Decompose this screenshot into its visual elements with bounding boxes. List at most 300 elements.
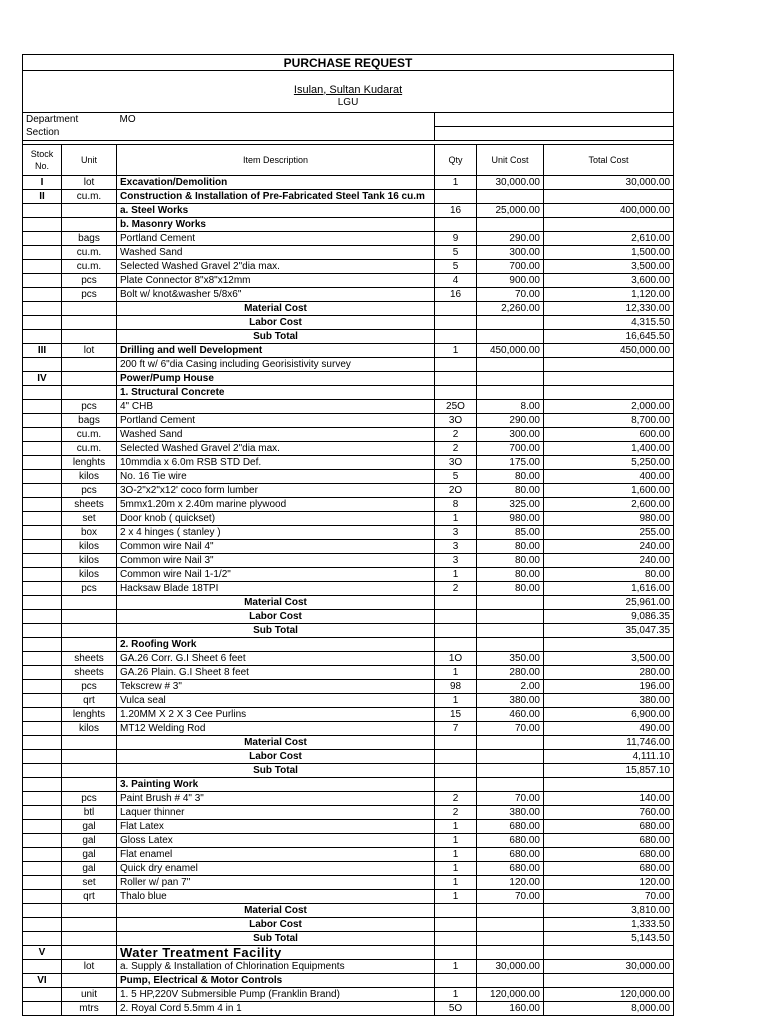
table-row (23, 232, 674, 246)
qty-cell (435, 974, 477, 988)
stock-no-cell (23, 988, 62, 1002)
table-row (23, 540, 674, 554)
unit-cell (62, 932, 117, 946)
stock-no-cell (23, 204, 62, 218)
table-row (23, 960, 674, 974)
unit-cell (62, 764, 117, 778)
unit-cell: pcs (62, 484, 117, 498)
total-cost-cell: 680.00 (544, 848, 674, 862)
total-cost-cell: 8,700.00 (544, 414, 674, 428)
unit-cost-cell: 680.00 (477, 820, 544, 834)
unit-cost-cell: 325.00 (477, 498, 544, 512)
qty-cell (435, 778, 477, 792)
qty-cell: 3 (435, 526, 477, 540)
col-unit-cost: Unit Cost (477, 145, 544, 176)
table-row (23, 638, 674, 652)
total-cost-cell: 35,047.35 (544, 624, 674, 638)
item-description-cell: Sub Total (117, 624, 435, 638)
unit-cell: box (62, 526, 117, 540)
unit-cell: pcs (62, 288, 117, 302)
unit-cell: cu.m. (62, 442, 117, 456)
table-row (23, 358, 674, 372)
item-description-cell: Flat enamel (117, 848, 435, 862)
total-cost-cell: 4,315.50 (544, 316, 674, 330)
item-description-cell: Common wire Nail 4" (117, 540, 435, 554)
total-cost-cell: 12,330.00 (544, 302, 674, 316)
item-description-cell: Drilling and well Development (117, 344, 435, 358)
item-description-cell: Door knob ( quickset) (117, 512, 435, 526)
table-row (23, 946, 674, 960)
item-description-cell: 10mmdia x 6.0m RSB STD Def. (117, 456, 435, 470)
qty-cell: 3O (435, 414, 477, 428)
unit-cost-cell: 70.00 (477, 722, 544, 736)
item-description-cell: Washed Sand (117, 428, 435, 442)
qty-cell: 5 (435, 260, 477, 274)
unit-cell: kilos (62, 470, 117, 484)
table-row (23, 344, 674, 358)
unit-cell: pcs (62, 582, 117, 596)
qty-cell: 1 (435, 834, 477, 848)
unit-cell (62, 372, 117, 386)
qty-cell: 1 (435, 568, 477, 582)
item-description-cell: 2 x 4 hinges ( stanley ) (117, 526, 435, 540)
purchase-request-table (22, 54, 674, 1016)
purchase-request-sheet (22, 54, 673, 1016)
stock-no-cell (23, 722, 62, 736)
item-description-cell: 1. 5 HP,220V Submersible Pump (Franklin Brand) (117, 988, 435, 1002)
qty-cell: 1 (435, 848, 477, 862)
unit-cost-cell: 350.00 (477, 652, 544, 666)
table-row (23, 456, 674, 470)
unit-cost-cell: 680.00 (477, 862, 544, 876)
unit-cost-cell: 680.00 (477, 848, 544, 862)
table-row (23, 722, 674, 736)
table-row (23, 918, 674, 932)
unit-cell: set (62, 512, 117, 526)
col-item-description: Item Description (117, 145, 435, 176)
table-row (23, 736, 674, 750)
unit-cell: kilos (62, 568, 117, 582)
unit-cost-cell: 450,000.00 (477, 344, 544, 358)
item-description-cell: No. 16 Tie wire (117, 470, 435, 484)
unit-cell (62, 316, 117, 330)
unit-cost-cell: 700.00 (477, 260, 544, 274)
table-row (23, 694, 674, 708)
table-row (23, 974, 674, 988)
total-cost-cell: 240.00 (544, 540, 674, 554)
stock-no-cell (23, 554, 62, 568)
unit-cost-cell: 70.00 (477, 890, 544, 904)
item-description-cell: Quick dry enamel (117, 862, 435, 876)
unit-cost-cell: 300.00 (477, 428, 544, 442)
unit-cost-cell: 900.00 (477, 274, 544, 288)
stock-no-cell (23, 680, 62, 694)
item-description-cell: Portland Cement (117, 232, 435, 246)
unit-cost-cell (477, 596, 544, 610)
table-row (23, 442, 674, 456)
unit-cost-cell (477, 638, 544, 652)
unit-cost-cell: 160.00 (477, 1002, 544, 1016)
stock-no-cell (23, 540, 62, 554)
total-cost-cell: 280.00 (544, 666, 674, 680)
item-description-cell: Labor Cost (117, 918, 435, 932)
stock-no-cell: III (23, 344, 62, 358)
qty-cell: 9 (435, 232, 477, 246)
table-row (23, 218, 674, 232)
qty-cell: 2 (435, 806, 477, 820)
stock-no-cell (23, 652, 62, 666)
item-description-cell: Washed Sand (117, 246, 435, 260)
total-cost-cell (544, 218, 674, 232)
total-cost-cell: 80.00 (544, 568, 674, 582)
table-row (23, 610, 674, 624)
table-row (23, 274, 674, 288)
total-cost-cell (544, 358, 674, 372)
stock-no-cell (23, 498, 62, 512)
qty-cell: 1 (435, 890, 477, 904)
total-cost-cell (544, 190, 674, 204)
item-description-cell: Labor Cost (117, 610, 435, 624)
unit-cell: sheets (62, 666, 117, 680)
item-description-cell: Construction & Installation of Pre-Fabricated Steel Tank 16 cu.m (117, 190, 435, 204)
stock-no-cell (23, 484, 62, 498)
qty-cell (435, 764, 477, 778)
unit-cost-cell (477, 778, 544, 792)
department-label: Department (23, 113, 117, 127)
stock-no-cell (23, 890, 62, 904)
qty-cell (435, 358, 477, 372)
total-cost-cell: 400,000.00 (544, 204, 674, 218)
unit-cost-cell (477, 946, 544, 960)
unit-cell: bags (62, 414, 117, 428)
item-description-cell: 1.20MM X 2 X 3 Cee Purlins (117, 708, 435, 722)
stock-no-cell (23, 288, 62, 302)
table-row (23, 834, 674, 848)
table-row (23, 582, 674, 596)
total-cost-cell: 25,961.00 (544, 596, 674, 610)
table-row (23, 190, 674, 204)
total-cost-cell: 680.00 (544, 820, 674, 834)
table-row (23, 932, 674, 946)
qty-cell: 1 (435, 960, 477, 974)
qty-cell: 1 (435, 988, 477, 1002)
unit-cell (62, 610, 117, 624)
total-cost-cell (544, 638, 674, 652)
unit-cost-cell (477, 386, 544, 400)
unit-cell: gal (62, 834, 117, 848)
item-description-cell: Laquer thinner (117, 806, 435, 820)
item-description-cell: Selected Washed Gravel 2"dia max. (117, 260, 435, 274)
total-cost-cell: 2,610.00 (544, 232, 674, 246)
total-cost-cell: 450,000.00 (544, 344, 674, 358)
total-cost-cell: 490.00 (544, 722, 674, 736)
qty-cell: 15 (435, 708, 477, 722)
unit-cell (62, 218, 117, 232)
stock-no-cell (23, 792, 62, 806)
column-header-row (23, 145, 674, 176)
total-cost-cell: 2,600.00 (544, 498, 674, 512)
unit-cell (62, 624, 117, 638)
item-description-cell: GA.26 Plain. G.I Sheet 8 feet (117, 666, 435, 680)
stock-no-cell (23, 456, 62, 470)
total-cost-cell (544, 946, 674, 960)
qty-cell (435, 190, 477, 204)
stock-no-cell (23, 246, 62, 260)
unit-cell (62, 750, 117, 764)
item-description-cell: 1. Structural Concrete (117, 386, 435, 400)
qty-cell (435, 596, 477, 610)
unit-cell (62, 386, 117, 400)
total-cost-cell: 196.00 (544, 680, 674, 694)
table-row (23, 302, 674, 316)
table-row (23, 414, 674, 428)
stock-no-cell (23, 904, 62, 918)
qty-cell (435, 932, 477, 946)
qty-cell: 3 (435, 540, 477, 554)
stock-no-cell (23, 708, 62, 722)
table-row (23, 848, 674, 862)
total-cost-cell: 255.00 (544, 526, 674, 540)
col-qty: Qty (435, 145, 477, 176)
unit-cost-cell: 30,000.00 (477, 176, 544, 190)
item-description-cell: MT12 Welding Rod (117, 722, 435, 736)
table-row (23, 596, 674, 610)
col-unit: Unit (62, 145, 117, 176)
table-row (23, 484, 674, 498)
stock-no-cell (23, 764, 62, 778)
item-description-cell: Vulca seal (117, 694, 435, 708)
item-description-cell: Thalo blue (117, 890, 435, 904)
item-description-cell: Excavation/Demolition (117, 176, 435, 190)
unit-cell: lot (62, 344, 117, 358)
total-cost-cell: 30,000.00 (544, 960, 674, 974)
table-row (23, 876, 674, 890)
qty-cell: 16 (435, 204, 477, 218)
table-row (23, 862, 674, 876)
table-row (23, 512, 674, 526)
stock-no-cell (23, 638, 62, 652)
total-cost-cell: 11,746.00 (544, 736, 674, 750)
unit-cost-cell: 680.00 (477, 834, 544, 848)
table-row (23, 820, 674, 834)
unit-cost-cell (477, 218, 544, 232)
stock-no-cell: V (23, 946, 62, 960)
stock-no-cell (23, 302, 62, 316)
department-value: MO (117, 113, 435, 127)
qty-cell (435, 372, 477, 386)
item-description-cell: Material Cost (117, 596, 435, 610)
unit-cell: cu.m. (62, 190, 117, 204)
unit-cell (62, 974, 117, 988)
stock-no-cell: I (23, 176, 62, 190)
table-row (23, 904, 674, 918)
item-description-cell: 4" CHB (117, 400, 435, 414)
qty-cell: 1 (435, 820, 477, 834)
item-description-cell: 3O-2"x2"x12' coco form lumber (117, 484, 435, 498)
unit-cost-cell: 300.00 (477, 246, 544, 260)
item-description-cell: Portland Cement (117, 414, 435, 428)
agency-label: LGU (23, 96, 674, 109)
unit-cell (62, 330, 117, 344)
unit-cell: kilos (62, 554, 117, 568)
qty-cell: 8 (435, 498, 477, 512)
unit-cost-cell (477, 316, 544, 330)
item-description-cell: Hacksaw Blade 18TPI (117, 582, 435, 596)
stock-no-cell (23, 316, 62, 330)
unit-cell: cu.m. (62, 246, 117, 260)
total-cost-cell: 3,500.00 (544, 652, 674, 666)
unit-cell: lot (62, 176, 117, 190)
total-cost-cell: 1,616.00 (544, 582, 674, 596)
item-description-cell: Labor Cost (117, 750, 435, 764)
stock-no-cell (23, 1002, 62, 1016)
total-cost-cell: 1,600.00 (544, 484, 674, 498)
unit-cost-cell: 2.00 (477, 680, 544, 694)
total-cost-cell: 15,857.10 (544, 764, 674, 778)
qty-cell: 2O (435, 484, 477, 498)
stock-no-cell (23, 778, 62, 792)
total-cost-cell: 5,143.50 (544, 932, 674, 946)
total-cost-cell: 760.00 (544, 806, 674, 820)
item-description-cell: 5mmx1.20m x 2.40m marine plywood (117, 498, 435, 512)
qty-cell (435, 736, 477, 750)
stock-no-cell (23, 736, 62, 750)
item-description-cell: Water Treatment Facility (117, 946, 435, 960)
total-cost-cell: 6,900.00 (544, 708, 674, 722)
qty-cell (435, 638, 477, 652)
total-cost-cell: 9,086.35 (544, 610, 674, 624)
unit-cell: sheets (62, 652, 117, 666)
unit-cell: pcs (62, 400, 117, 414)
table-row (23, 260, 674, 274)
total-cost-cell: 400.00 (544, 470, 674, 484)
qty-cell: 2 (435, 442, 477, 456)
unit-cell: lenghts (62, 708, 117, 722)
item-description-cell: Paint Brush # 4" 3" (117, 792, 435, 806)
unit-cell (62, 778, 117, 792)
qty-cell: 2 (435, 428, 477, 442)
unit-cell: pcs (62, 274, 117, 288)
item-description-cell: Plate Connector 8"x8"x12mm (117, 274, 435, 288)
table-row (23, 372, 674, 386)
unit-cost-cell: 120.00 (477, 876, 544, 890)
qty-cell (435, 904, 477, 918)
table-row (23, 792, 674, 806)
table-row (23, 750, 674, 764)
stock-no-cell (23, 624, 62, 638)
unit-cell: lenghts (62, 456, 117, 470)
stock-no-cell (23, 806, 62, 820)
item-description-cell: 200 ft w/ 6"dia Casing including Georisistivity survey (117, 358, 435, 372)
table-row (23, 176, 674, 190)
unit-cost-cell: 380.00 (477, 806, 544, 820)
unit-cell (62, 358, 117, 372)
total-cost-cell: 120,000.00 (544, 988, 674, 1002)
unit-cell: btl (62, 806, 117, 820)
unit-cell (62, 638, 117, 652)
stock-no-cell (23, 526, 62, 540)
unit-cost-cell: 2,260.00 (477, 302, 544, 316)
total-cost-cell: 1,120.00 (544, 288, 674, 302)
item-description-cell: Roller w/ pan 7" (117, 876, 435, 890)
unit-cost-cell (477, 904, 544, 918)
stock-no-cell (23, 666, 62, 680)
qty-cell: 25O (435, 400, 477, 414)
stock-no-cell (23, 750, 62, 764)
qty-cell: 5 (435, 470, 477, 484)
stock-no-cell (23, 582, 62, 596)
table-row (23, 554, 674, 568)
qty-cell: 1 (435, 862, 477, 876)
unit-cell: gal (62, 862, 117, 876)
unit-cell (62, 918, 117, 932)
total-cost-cell: 1,333.50 (544, 918, 674, 932)
unit-cell: pcs (62, 680, 117, 694)
stock-no-cell (23, 232, 62, 246)
qty-cell: 1 (435, 666, 477, 680)
qty-cell: 2 (435, 582, 477, 596)
item-description-cell: Sub Total (117, 932, 435, 946)
table-row (23, 1002, 674, 1016)
table-row (23, 624, 674, 638)
col-total-cost: Total Cost (544, 145, 674, 176)
item-description-cell: Labor Cost (117, 316, 435, 330)
item-description-cell: Pump, Electrical & Motor Controls (117, 974, 435, 988)
stock-no-cell (23, 428, 62, 442)
unit-cost-cell (477, 358, 544, 372)
total-cost-cell: 5,250.00 (544, 456, 674, 470)
item-description-cell: Material Cost (117, 302, 435, 316)
qty-cell: 1 (435, 512, 477, 526)
unit-cost-cell: 980.00 (477, 512, 544, 526)
table-row (23, 288, 674, 302)
unit-cell: bags (62, 232, 117, 246)
item-description-cell: Gloss Latex (117, 834, 435, 848)
unit-cost-cell (477, 372, 544, 386)
stock-no-cell (23, 596, 62, 610)
qty-cell: 1 (435, 176, 477, 190)
item-description-cell: a. Supply & Installation of Chlorination Equipments (117, 960, 435, 974)
qty-cell: 1 (435, 876, 477, 890)
table-row (23, 386, 674, 400)
total-cost-cell (544, 372, 674, 386)
unit-cost-cell: 25,000.00 (477, 204, 544, 218)
qty-cell: 7 (435, 722, 477, 736)
unit-cost-cell: 80.00 (477, 540, 544, 554)
unit-cost-cell: 290.00 (477, 414, 544, 428)
qty-cell (435, 918, 477, 932)
total-cost-cell: 1,500.00 (544, 246, 674, 260)
stock-no-cell (23, 876, 62, 890)
unit-cost-cell: 70.00 (477, 792, 544, 806)
table-row (23, 470, 674, 484)
document-title: PURCHASE REQUEST (23, 55, 674, 71)
qty-cell: 98 (435, 680, 477, 694)
stock-no-cell (23, 358, 62, 372)
unit-cell (62, 736, 117, 750)
total-cost-cell: 140.00 (544, 792, 674, 806)
unit-cell: qrt (62, 890, 117, 904)
unit-cell: mtrs (62, 1002, 117, 1016)
unit-cell (62, 596, 117, 610)
stock-no-cell (23, 862, 62, 876)
table-row (23, 708, 674, 722)
item-description-cell: a. Steel Works (117, 204, 435, 218)
unit-cell: kilos (62, 722, 117, 736)
total-cost-cell: 70.00 (544, 890, 674, 904)
item-description-cell: Bolt w/ knot&washer 5/8x6" (117, 288, 435, 302)
section-label: Section (23, 127, 117, 141)
